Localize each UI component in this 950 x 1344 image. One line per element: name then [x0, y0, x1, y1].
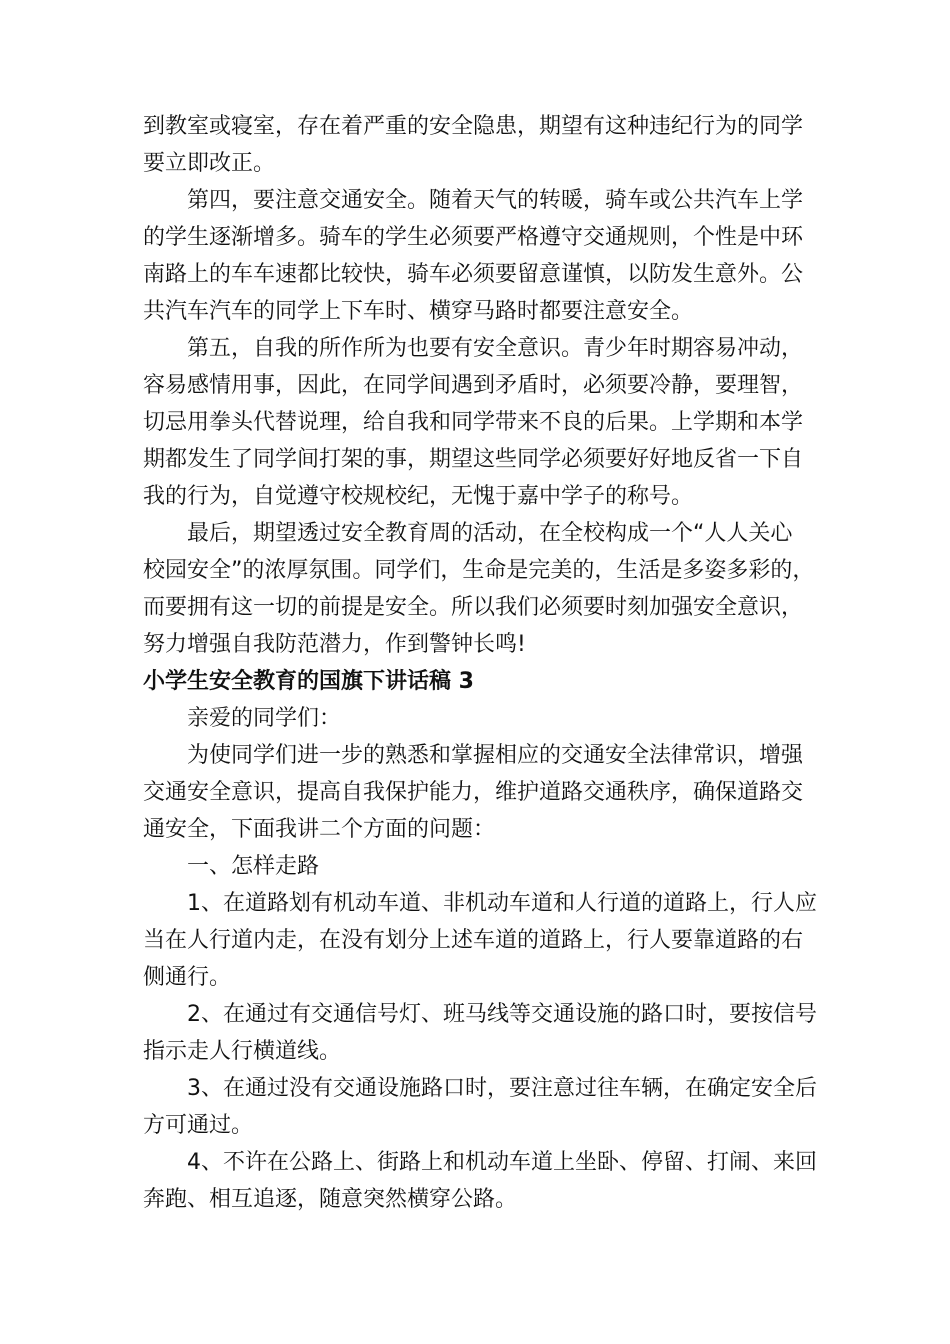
text-line: 南路上的车车速都比较快，骑车必须要留意谨慎，以防发生意外。公	[143, 262, 804, 287]
text-line: 4、不许在公路上、街路上和机动车道上坐卧、停留、打闹、来回	[187, 1150, 817, 1175]
text-line: 的学生逐渐增多。骑车的学生必须要严格遵守交通规则，个性是中环	[143, 225, 804, 250]
text-line: 努力增强自我防范潜力，作到警钟长鸣!	[143, 632, 526, 657]
text-line: 亲爱的同学们：	[187, 706, 342, 731]
text-line: 容易感情用事，因此，在同学间遇到矛盾时，必须要冷静，要理智，	[143, 373, 804, 398]
text-line: 共汽车汽车的同学上下车时、横穿马路时都要注意安全。	[143, 299, 694, 324]
text-line: 侧通行。	[143, 965, 232, 990]
document-page	[143, 108, 833, 1218]
text-line: 为使同学们进一步的熟悉和掌握相应的交通安全法律常识，增强	[187, 743, 804, 768]
text-line: 要立即改正。	[143, 151, 276, 176]
text-line: 指示走人行横道线。	[143, 1039, 342, 1064]
text-line: 最后，期望透过安全教育周的活动，在全校构成一个“人人关心	[187, 521, 793, 546]
text-line: 通安全，下面我讲二个方面的问题：	[143, 817, 496, 842]
text-line: 第五，自我的所作所为也要有安全意识。青少年时期容易冲动，	[187, 336, 804, 361]
text-line: 而要拥有这一切的前提是安全。所以我们必须要时刻加强安全意识，	[143, 595, 804, 620]
text-line: 到教室或寝室，存在着严重的安全隐患，期望有这种违纪行为的同学	[143, 114, 804, 139]
text-line: 奔跑、相互追逐，随意突然横穿公路。	[143, 1187, 518, 1212]
text-line: 1、在道路划有机动车道、非机动车道和人行道的道路上，行人应	[187, 891, 817, 916]
text-line: 交通安全意识，提高自我保护能力，维护道路交通秩序，确保道路交	[143, 780, 804, 805]
text-line: 方可通过。	[143, 1113, 254, 1138]
text-line: 当在人行道内走，在没有划分上述车道的道路上，行人要靠道路的右	[143, 928, 804, 953]
text-line: 我的行为，自觉遵守校规校纪，无愧于嘉中学子的称号。	[143, 484, 694, 509]
text-line: 2、在通过有交通信号灯、班马线等交通设施的路口时，要按信号	[187, 1002, 817, 1027]
text-line: 一、怎样走路	[187, 854, 320, 879]
text-line: 第四，要注意交通安全。随着天气的转暖，骑车或公共汽车上学	[187, 188, 804, 213]
text-line: 校园安全”的浓厚氛围。同学们，生命是完美的，生活是多姿多彩的，	[143, 558, 815, 583]
section-heading: 小学生安全教育的国旗下讲话稿 3	[143, 669, 474, 694]
text-line: 3、在通过没有交通设施路口时，要注意过往车辆，在确定安全后	[187, 1076, 817, 1101]
text-line: 切忌用拳头代替说理，给自我和同学带来不良的后果。上学期和本学	[143, 410, 804, 435]
text-line: 期都发生了同学间打架的事，期望这些同学必须要好好地反省一下自	[143, 447, 804, 472]
